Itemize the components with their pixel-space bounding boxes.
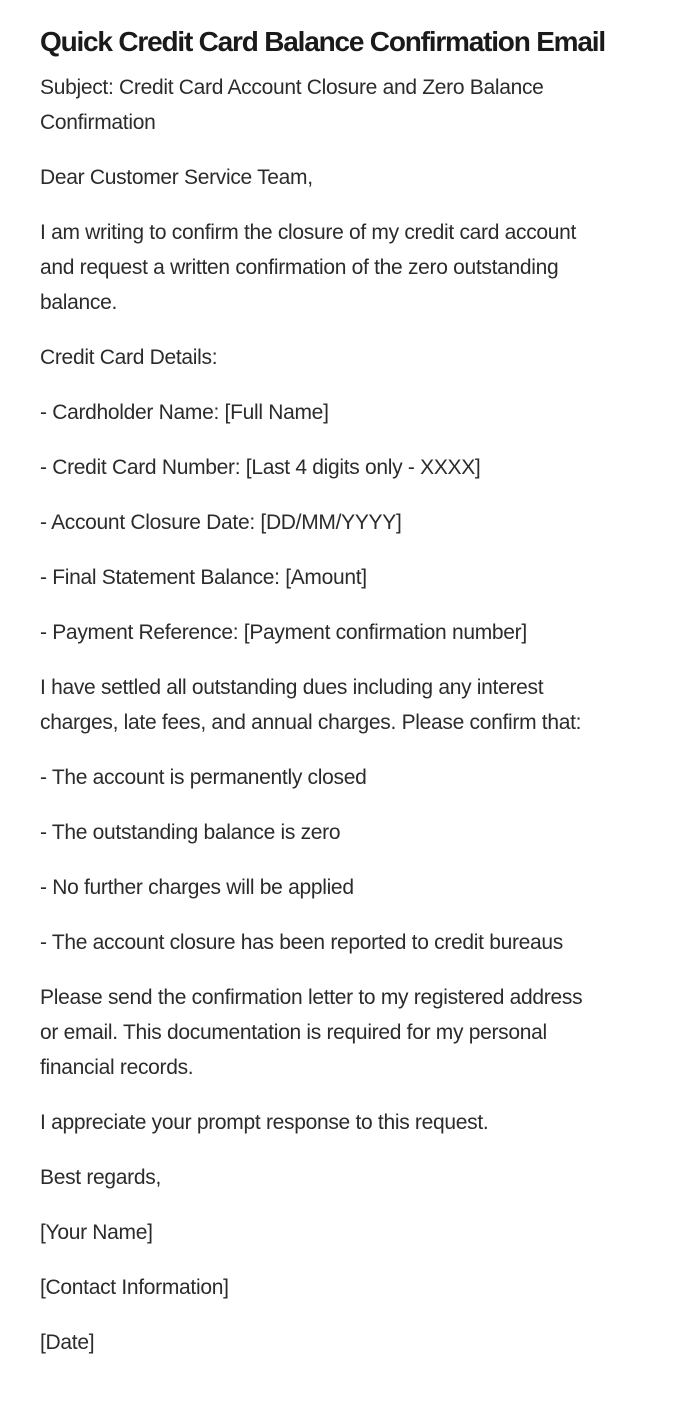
paragraph-settled-dues: [40, 670, 660, 740]
list-item-card-number: [40, 450, 660, 485]
text-line: I appreciate your prompt response to this request.: [40, 1111, 489, 1134]
list-item-cardholder-name: [40, 395, 660, 430]
text-line: Dear Customer Service Team,: [40, 166, 313, 189]
text-line: Credit Card Details:: [40, 346, 218, 369]
text-line: [Date]: [40, 1331, 95, 1354]
text-line: Subject: Credit Card Account Closure and Zero Balance: [40, 76, 544, 99]
paragraph-intro: [40, 215, 660, 320]
paragraph-appreciation: [40, 1105, 660, 1140]
text-line: - The outstanding balance is zero: [40, 821, 341, 844]
text-line: I am writing to confirm the closure of my credit card account: [40, 221, 577, 244]
text-line: Please send the confirmation letter to my registered address: [40, 986, 583, 1009]
list-item-account-closed: [40, 760, 660, 795]
paragraph-details-heading: [40, 340, 660, 375]
text-line: - The account closure has been reported to credit bureaus: [40, 931, 564, 954]
placeholder-date: [40, 1325, 660, 1360]
paragraph-salutation: [40, 160, 660, 195]
paragraph-subject: [40, 70, 660, 140]
text-line: [Contact Information]: [40, 1276, 229, 1299]
list-item-zero-balance: [40, 815, 660, 850]
placeholder-contact-information: [40, 1270, 660, 1305]
text-line: - The account is permanently closed: [40, 766, 367, 789]
text-line: or email. This documentation is required for my personal: [40, 1021, 547, 1044]
text-line: financial records.: [40, 1056, 194, 1079]
text-line: charges, late fees, and annual charges. Please confirm that:: [40, 711, 582, 734]
list-item-no-charges: [40, 870, 660, 905]
text-line: - Cardholder Name: [Full Name]: [40, 401, 329, 424]
text-line: - Credit Card Number: [Last 4 digits only - XXXX]: [40, 456, 481, 479]
text-line: I have settled all outstanding dues including any interest: [40, 676, 544, 699]
placeholder-your-name: [40, 1215, 660, 1250]
list-item-payment-reference: [40, 615, 660, 650]
paragraph-confirmation-request: [40, 980, 660, 1085]
text-line: Confirmation: [40, 111, 156, 134]
list-item-credit-bureaus: [40, 925, 660, 960]
text-line: and request a written confirmation of the zero outstanding: [40, 256, 559, 279]
text-line: balance.: [40, 291, 117, 314]
text-line: - Payment Reference: [Payment confirmation number]: [40, 621, 527, 644]
email-template-body: [40, 70, 660, 1360]
text-line: - No further charges will be applied: [40, 876, 354, 899]
page-title: Quick Credit Card Balance Confirmation Email: [40, 26, 605, 57]
text-line: [Your Name]: [40, 1221, 153, 1244]
paragraph-signoff: [40, 1160, 660, 1195]
list-item-final-balance: [40, 560, 660, 595]
text-line: - Final Statement Balance: [Amount]: [40, 566, 367, 589]
text-line: Best regards,: [40, 1166, 161, 1189]
text-line: - Account Closure Date: [DD/MM/YYYY]: [40, 511, 402, 534]
list-item-closure-date: [40, 505, 660, 540]
